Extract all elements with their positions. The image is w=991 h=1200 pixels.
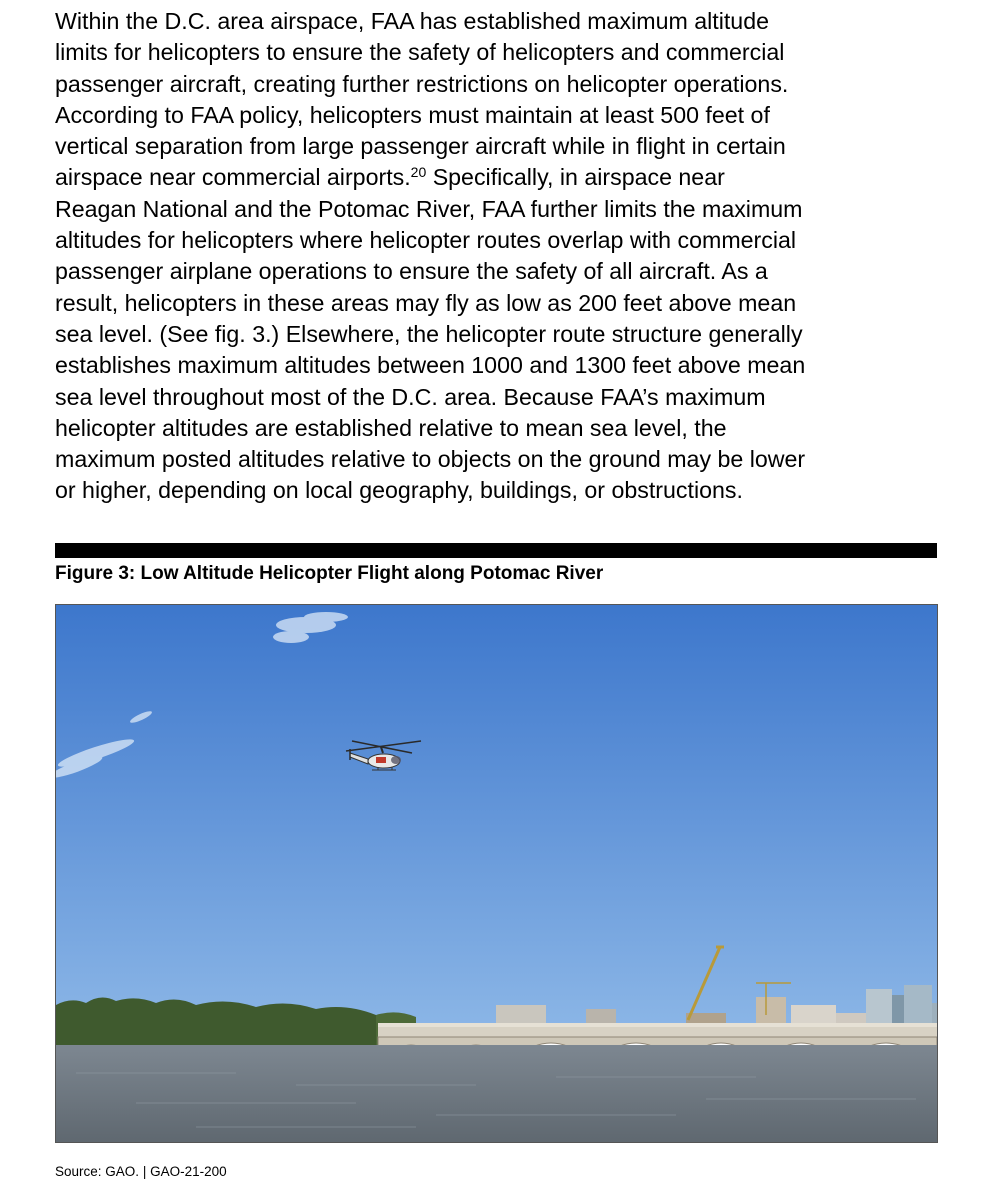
paragraph-line: According to FAA policy, helicopters must maintain at least 500 feet of [55,101,770,128]
river-water [56,1045,937,1142]
paragraph-line: Within the D.C. area airspace, FAA has established maximum altitude [55,8,769,34]
paragraph-line: helicopter altitudes are established relative to mean sea level, the [55,414,727,441]
paragraph-line-start: airspace near commercial airports. [55,164,411,191]
paragraph-line: passenger aircraft, creating further restrictions on helicopter operations. [55,70,789,97]
sky [56,605,937,1025]
figure-divider-bar [55,543,937,558]
source-separator: | [142,1164,147,1179]
paragraph-line: result, helicopters in these areas may fly as low as 200 feet above mean [55,289,797,316]
paragraph-line: Reagan National and the Potomac River, FAA further limits the maximum [55,195,803,222]
source-label: Source: GAO. [55,1164,140,1179]
figure-title: Figure 3: Low Altitude Helicopter Flight along Potomac River [55,563,604,584]
paragraph-line: altitudes for helicopters where helicopter routes overlap with commercial [55,227,797,254]
body-paragraph [55,6,945,507]
paragraph-line: sea level. (See fig. 3.) Elsewhere, the helicopter route structure generally [55,320,803,347]
photo-illustration [56,605,937,1142]
paragraph-line-end: Specifically, in airspace near [426,164,725,191]
source-line [55,1164,227,1179]
figure-photo [55,604,938,1143]
paragraph-line: or higher, depending on local geography, buildings, or obstructions. [55,477,743,504]
paragraph-line: maximum posted altitudes relative to objects on the ground may be lower [55,446,806,473]
report-id: GAO-21-200 [150,1164,227,1179]
paragraph-line: sea level throughout most of the D.C. area. Because FAA’s maximum [55,383,766,410]
paragraph-line: establishes maximum altitudes between 1000 and 1300 feet above mean [55,352,806,379]
paragraph-line: limits for helicopters to ensure the safety of helicopters and commercial [55,39,785,66]
paragraph-line-with-footnote [55,162,945,193]
paragraph-line: passenger airplane operations to ensure the safety of all aircraft. As a [55,258,768,285]
bridge-deck [378,1027,937,1037]
paragraph-line: vertical separation from large passenger aircraft while in flight in certain [55,133,786,160]
footnote-reference[interactable]: 20 [410,164,427,181]
